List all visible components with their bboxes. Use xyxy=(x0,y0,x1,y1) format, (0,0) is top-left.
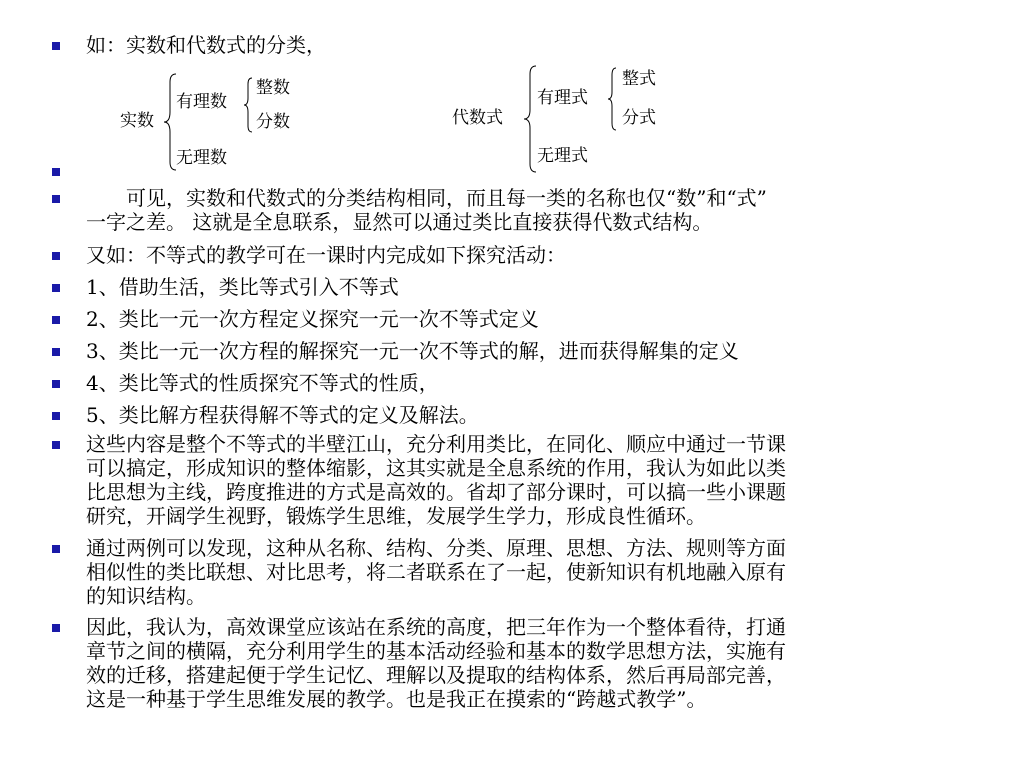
intro-line: 如：实数和代数式的分类， xyxy=(86,33,326,57)
bullet-9 xyxy=(52,412,60,420)
text-line: 这是一种基于学生思维发展的教学。也是我正在摸索的“跨越式教学”。 xyxy=(86,687,707,711)
text-line: 研究，开阔学生视野，锻炼学生思维，发展学生学力，形成良性循环。 xyxy=(86,504,706,528)
alg-tree-root: 代数式 xyxy=(452,108,503,128)
text-line: 可见，实数和代数式的分类结构相同，而且每一类的名称也仅“数”和“式” xyxy=(86,186,767,210)
observation-paragraph xyxy=(86,186,982,234)
real-tree-integer: 整数 xyxy=(256,78,290,98)
bullet-2 xyxy=(52,168,60,176)
text-line: 章节之间的横隔，充分利用学生的基本活动经验和基本的数学思想方法，实施有 xyxy=(86,639,786,663)
analogy-paragraph xyxy=(86,536,982,608)
bullet-5 xyxy=(52,284,60,292)
text-line: 的知识结构。 xyxy=(86,584,206,608)
bullet-1 xyxy=(52,42,60,50)
text-line: 因此，我认为，高效课堂应该站在系统的高度，把三年作为一个整体看待，打通 xyxy=(86,615,786,639)
text-line: 可以搞定，形成知识的整体缩影，这其实就是全息系统的作用，我认为如此以类 xyxy=(86,456,786,480)
bullet-4 xyxy=(52,252,60,260)
activity-item-3: 3、类比一元一次方程的解探究一元一次不等式的解，进而获得解集的定义 xyxy=(86,339,739,363)
bullet-7 xyxy=(52,348,60,356)
bullet-6 xyxy=(52,316,60,324)
bullet-3 xyxy=(52,195,60,203)
example-heading: 又如：不等式的教学可在一课时内完成如下探究活动： xyxy=(86,243,566,267)
text-line: 这些内容是整个不等式的半壁江山，充分利用类比，在同化、顺应中通过一节课 xyxy=(86,432,786,456)
text-line: 一字之差。 这就是全息联系，显然可以通过类比直接获得代数式结构。 xyxy=(86,210,713,234)
alg-tree-rational-brace xyxy=(606,66,618,132)
real-tree-rational-brace xyxy=(242,76,254,134)
conclusion-paragraph xyxy=(86,615,982,711)
activity-item-2: 2、类比一元一次方程定义探究一元一次不等式定义 xyxy=(86,307,539,331)
activity-item-4: 4、类比等式的性质探究不等式的性质， xyxy=(86,371,439,395)
bullet-11 xyxy=(52,545,60,553)
content-paragraph xyxy=(86,432,982,528)
alg-tree-rational: 有理式 xyxy=(537,88,588,108)
real-tree-irrational: 无理数 xyxy=(176,148,227,168)
text-line: 通过两例可以发现，这种从名称、结构、分类、原理、思想、方法、规则等方面 xyxy=(86,536,786,560)
text-line: 比思想为主线，跨度推进的方式是高效的。省却了部分课时，可以搞一些小课题 xyxy=(86,480,786,504)
bullet-12 xyxy=(52,624,60,632)
alg-tree-brace xyxy=(522,64,538,174)
real-tree-fraction: 分数 xyxy=(256,112,290,132)
activity-item-1: 1、借助生活，类比等式引入不等式 xyxy=(86,275,399,299)
alg-tree-integral: 整式 xyxy=(622,69,656,89)
alg-tree-fractional: 分式 xyxy=(622,108,656,128)
real-tree-root: 实数 xyxy=(120,111,154,131)
activity-item-5: 5、类比解方程获得解不等式的定义及解法。 xyxy=(86,403,479,427)
text-line: 相似性的类比联想、对比思考，将二者联系在了一起，使新知识有机地融入原有 xyxy=(86,560,786,584)
real-tree-rational: 有理数 xyxy=(176,92,227,112)
text-line: 效的迁移，搭建起便于学生记忆、理解以及提取的结构体系，然后再局部完善， xyxy=(86,663,786,687)
bullet-10 xyxy=(52,441,60,449)
alg-tree-irrational: 无理式 xyxy=(537,146,588,166)
bullet-8 xyxy=(52,380,60,388)
